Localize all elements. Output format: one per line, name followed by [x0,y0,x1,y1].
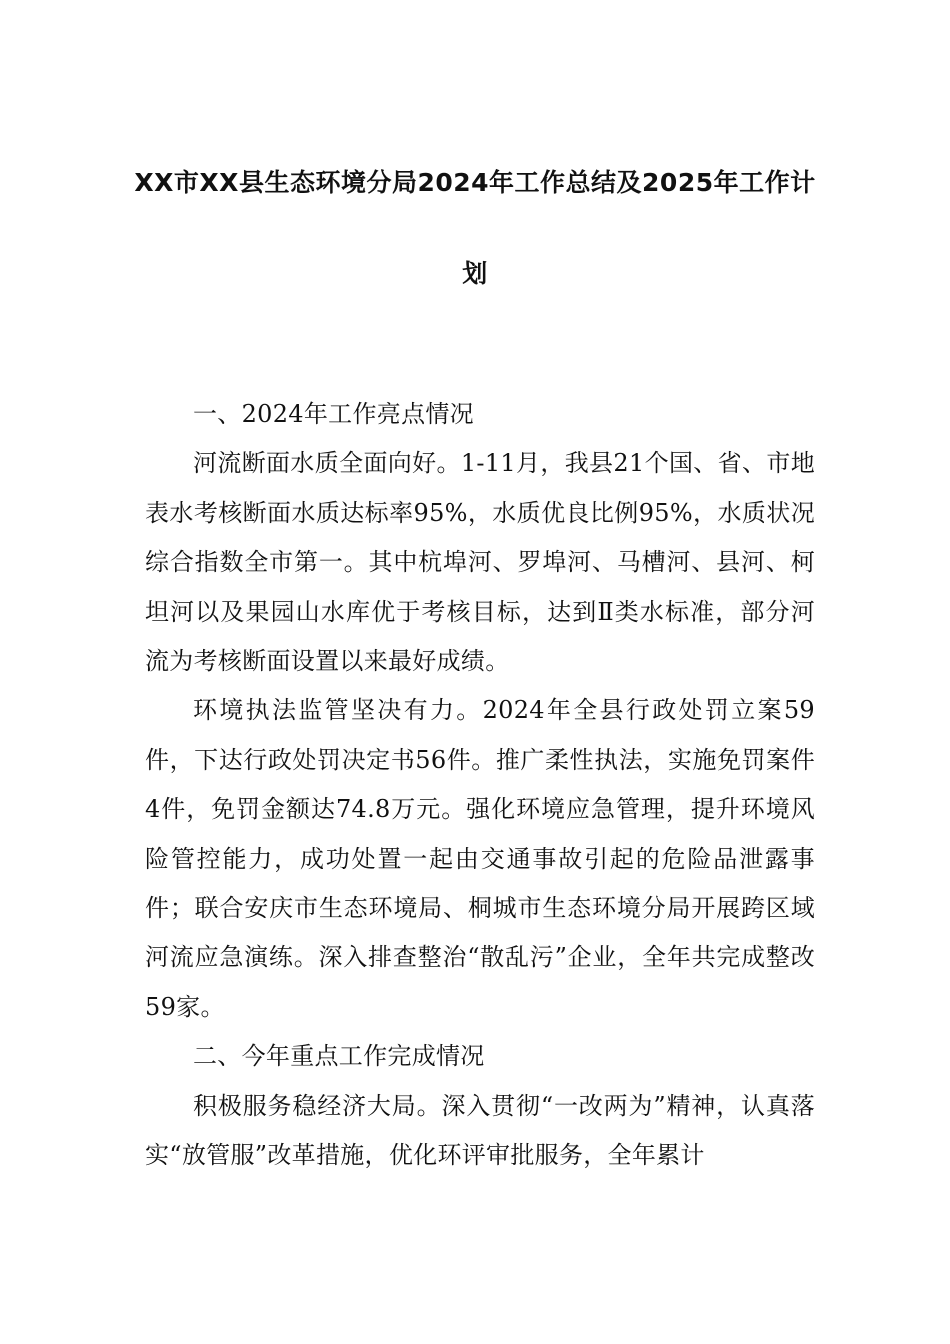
section-heading-2: 二、今年重点工作完成情况 [193,1042,485,1071]
paragraph-economy-service: 积极服务稳经济大局。深入贯彻“一改两为”精神，认真落实“放管服”改革措施，优化环评审批服务，全年累计 [145,1091,815,1170]
document-body [145,390,815,1181]
paragraph-water-quality: 河流断面水质全面向好。1-11月，我县21个国、省、市地表水考核断面水质达标率95%，水质优良比例95%，水质状况综合指数全市第一。其中杭埠河、罗埠河、马槽河、县河、柯坦河以及果园山水库优于考核目标，达到Ⅱ类水标准，部分河流为考核断面设置以来最好成绩。 [145,449,815,676]
section-heading-1: 一、2024年工作亮点情况 [193,400,474,428]
paragraph-enforcement: 环境执法监管坚决有力。2024年全县行政处罚立案59件，下达行政处罚决定书56件。推广柔性执法，实施免罚案件4件，免罚金额达74.8万元。强化环境应急管理，提升环境风险管控能力，成功处置一起由交通事故引起的危险品泄露事件；联合安庆市生态环境局、桐城市生态环境分局开展跨区域河流应急演练。深入排查整治“散乱污”企业，全年共完成整改59家。 [145,696,815,1021]
document-title-line-1: XX市XX县生态环境分局2024年工作总结及2025年工作计 [134,168,816,197]
document-title-line-2: 划 [462,259,488,288]
